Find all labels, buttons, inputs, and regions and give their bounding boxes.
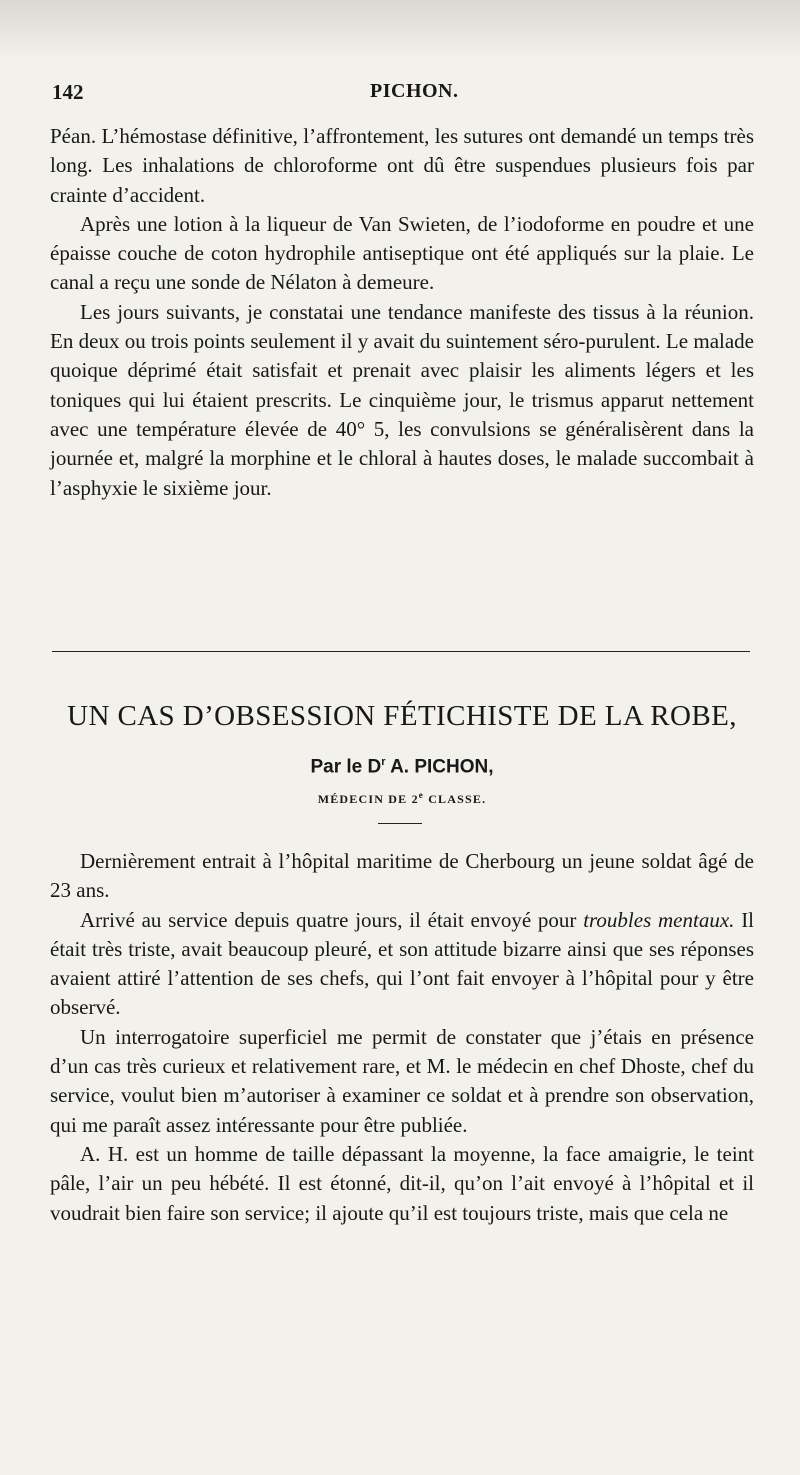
paragraph-outcome: Les jours suivants, je constatai une tendance manifeste des tissus à la réunion. En deux ou trois points seulement il y avait du suintement séro-purulent. Le malade quoique déprimé était satisfait et prenait avec plaisir les aliments légers et les toniques qui lui étaient prescrits. Le cinquième jour, le trismus apparut nettement avec une température élevée de 40° 5, les convulsions se généralisèrent dans la journée et, malgré la morphine et le chloral à hautes doses, le malade succombait à l’asphyxie le sixième jour. xyxy=(50,299,754,500)
previous-article-body xyxy=(50,122,754,503)
article-title: UN CAS D’OBSESSION FÉTICHISTE DE LA ROBE, xyxy=(67,700,737,732)
affiliation-prefix: MÉDECIN DE 2 xyxy=(317,792,419,806)
byline-author: A. PICHON, xyxy=(390,756,494,778)
article-paragraph-2 xyxy=(50,906,754,1023)
byline xyxy=(50,756,754,778)
title-short-rule xyxy=(378,823,422,824)
page-number: 142 xyxy=(52,80,84,104)
author-affiliation xyxy=(50,790,754,807)
article-paragraph-4: A. H. est un homme de taille dépassant la moyenne, la face amaigrie, le teint pâle, l’air un peu hébété. Il est étonné, dit-il, qu’on l’ait envoyé à l’hôpital et il voudrait bien faire son service; il ajoute qu’il est toujours triste, mais que cela ne xyxy=(50,1141,754,1225)
paragraph-dressing: Après une lotion à la liqueur de Van Swieten, de l’iodoforme en poudre et une épaisse couche de coton hydrophile antiseptique ont été appliqués sur la plaie. Le canal a reçu une sonde de Nélaton à demeure. xyxy=(50,211,754,295)
scan-edge-shadow xyxy=(0,0,800,60)
page-header xyxy=(52,80,752,106)
affiliation-suffix: CLASSE. xyxy=(428,792,487,806)
paragraph-2-start: Arrivé au service depuis quatre jours, il était envoyé pour xyxy=(80,907,577,932)
article-body xyxy=(50,847,754,1228)
section-divider xyxy=(52,651,750,652)
paragraph-2-end: Il était très triste, avait beaucoup pleuré, et son attitude bizarre ainsi que ses réponses avaient attiré l’attention de ses chefs, qui l’ont fait envoyer à l’hôpital pour y être observé. xyxy=(50,907,755,1020)
article-paragraph-3: Un interrogatoire superficiel me permit de constater que j’étais en présence d’un cas très curieux et relativement rare, et M. le médecin en chef Dhoste, chef du service, voulut bien m’autoriser à examiner ce soldat et à prendre son observation, qui me paraît assez intéressante pour être publiée. xyxy=(50,1024,754,1137)
article-paragraph-1: Dernièrement entrait à l’hôpital maritime de Cherbourg un jeune soldat âgé de 23 ans. xyxy=(50,849,754,903)
paragraph-continued: Péan. L’hémostase définitive, l’affrontement, les sutures ont demandé un temps très long. Les inhalations de chloroforme ont dû être suspendues plusieurs fois par crainte d’accident. xyxy=(50,124,754,207)
running-head: PICHON. xyxy=(370,80,459,102)
affiliation-superscript: e xyxy=(418,790,424,800)
byline-superscript: r xyxy=(381,756,386,768)
byline-prefix: Par le D xyxy=(310,756,382,778)
italic-phrase: troubles mentaux. xyxy=(583,907,735,932)
